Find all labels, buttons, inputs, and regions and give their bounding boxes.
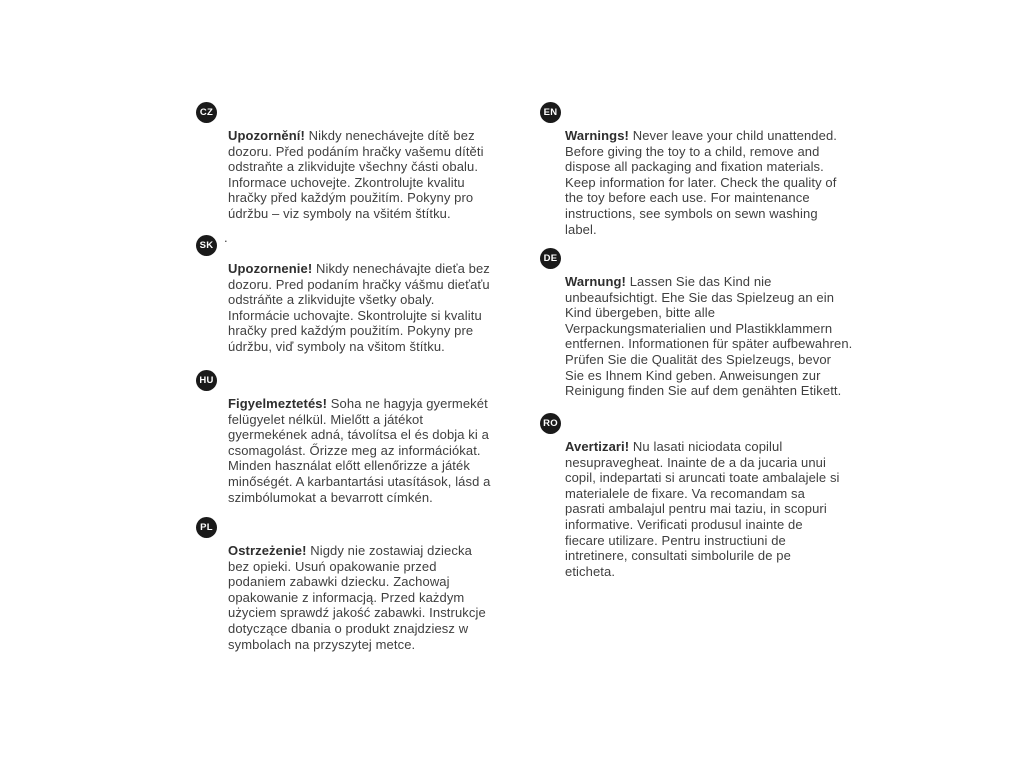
section-sk — [196, 235, 493, 355]
warning-paragraph-sk — [228, 261, 493, 355]
language-badge-cz: CZ — [196, 102, 217, 123]
language-badge-de: DE — [540, 248, 561, 269]
warning-lead-en: Warnings! — [565, 128, 629, 143]
warning-lead-pl: Ostrzeżenie! — [228, 543, 307, 558]
language-badge-pl: PL — [196, 517, 217, 538]
section-de — [540, 248, 853, 399]
section-hu — [196, 370, 493, 505]
warning-lead-cz: Upozornění! — [228, 128, 305, 143]
warning-lead-hu: Figyelmeztetés! — [228, 396, 328, 411]
warning-body-ro: Nu lasati niciodata copilul nesupravegheat. Inainte de a da jucaria unui copil, indepartati si aruncati toate ambalajele si materialele de fixare. Va recomandam sa pasrati ambalajul pentru mai taziu, in scopuri informative. Verificati produsul inainte de fiecare utilizare. Pentru instructiuni de intretinere, consultati simbolurile de pe eticheta. — [565, 439, 840, 579]
section-en — [540, 102, 847, 237]
section-ro — [540, 413, 840, 579]
language-badge-ro: RO — [540, 413, 561, 434]
stray-period: . — [224, 230, 228, 245]
warning-paragraph-cz — [228, 128, 493, 222]
warning-paragraph-ro — [565, 439, 840, 579]
warning-body-cz: Nikdy nenechávejte dítě bez dozoru. Před podáním hračky vašemu dítěti odstraňte a zlikvidujte všechny části obalu. Informace uchovejte. Zkontrolujte kvalitu hračky před každým použitím. Pokyny pro údržbu – viz symboly na všitém štítku. — [228, 128, 484, 221]
warning-paragraph-hu — [228, 396, 493, 505]
warning-paragraph-pl — [228, 543, 493, 652]
warning-body-de: Lassen Sie das Kind nie unbeaufsichtigt. Ehe Sie das Spielzeug an ein Kind übergeben, bitte alle Verpackungsmaterialien und Plastikklammern entfernen. Informationen für später aufbewahren. Prüfen Sie die Qualität des Spielzeugs, bevor Sie es Ihnem Kind geben. Anweisungen zur Reinigung finden Sie auf dem genähten Etikett. — [565, 274, 853, 399]
warning-body-sk: Nikdy nenechávajte dieťa bez dozoru. Pred podaním hračky vášmu dieťaťu odstráňte a zlikvidujte všetky obaly. Informácie uchovajte. Skontrolujte si kvalitu hračky pred každým použitím. Pokyny pre údržbu, viď symboly na všitom štítku. — [228, 261, 490, 354]
warning-lead-sk: Upozornenie! — [228, 261, 313, 276]
language-badge-en: EN — [540, 102, 561, 123]
warning-paragraph-de — [565, 274, 853, 399]
warning-lead-ro: Avertizari! — [565, 439, 630, 454]
section-pl — [196, 517, 493, 652]
language-badge-hu: HU — [196, 370, 217, 391]
language-badge-sk: SK — [196, 235, 217, 256]
section-cz — [196, 102, 493, 222]
warning-paragraph-en — [565, 128, 847, 237]
warning-body-hu: Soha ne hagyja gyermekét felügyelet nélkül. Mielőtt a játékot gyermekének adná, távolítsa el és dobja ki a csomagolást. Őrizze meg az információkat. Minden használat előtt ellenőrizze a játék minőségét. A karbantartási utasítások, lásd a szimbólumokat a bevarrott címkén. — [228, 396, 491, 505]
warning-body-en: Never leave your child unattended. Before giving the toy to a child, remove and dispose all packaging and fixation materials. Keep information for later. Check the quality of the toy before each use. For maintenance instructions, see symbols on sewn washing label. — [565, 128, 838, 237]
warning-body-pl: Nigdy nie zostawiaj dziecka bez opieki. Usuń opakowanie przed podaniem zabawki dziecku. Zachowaj opakowanie z informacją. Przed każdym użyciem sprawdź jakość zabawki. Instrukcje dotyczące dbania o produkt znajdziesz w symbolach na przyszytej metce. — [228, 543, 486, 652]
warning-lead-de: Warnung! — [565, 274, 626, 289]
